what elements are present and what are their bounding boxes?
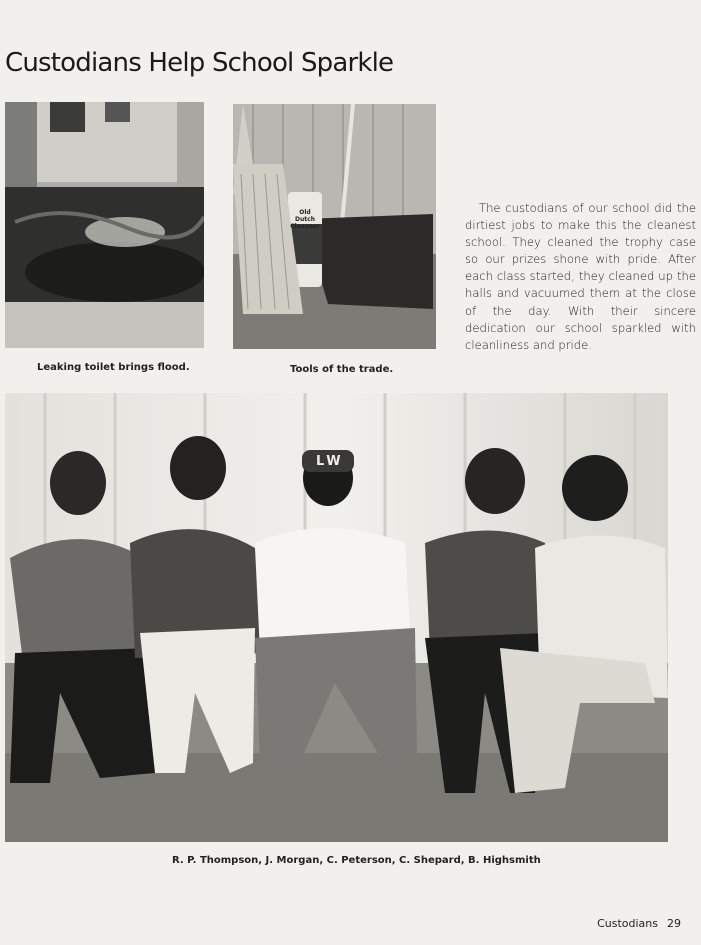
group-photo: [5, 393, 668, 842]
flood-caption: Leaking toilet brings flood.: [37, 362, 190, 373]
page-number: 29: [667, 917, 681, 930]
cleanser-can-label: Old Dutch Cleanser: [290, 209, 320, 230]
page-footer: [597, 917, 681, 930]
page-title: Custodians Help School Sparkle: [5, 48, 394, 78]
article-body: The custodians of our school did the dirtiest jobs to make this the cleanest school. They cleaned the trophy case so our prizes shone with pride. After each class started, they cleaned up the halls and vacuumed them at the close of the day. With their sincere dedication our school sparkled with cleanliness and pride.: [465, 201, 696, 352]
tools-photo: [233, 104, 436, 349]
group-caption: R. P. Thompson, J. Morgan, C. Peterson, C. Shepard, B. Highsmith: [172, 855, 541, 866]
flood-photo: [5, 102, 204, 348]
tools-caption: Tools of the trade.: [290, 364, 394, 375]
cap-letters: LW: [316, 454, 344, 469]
footer-section: Custodians: [597, 917, 658, 930]
